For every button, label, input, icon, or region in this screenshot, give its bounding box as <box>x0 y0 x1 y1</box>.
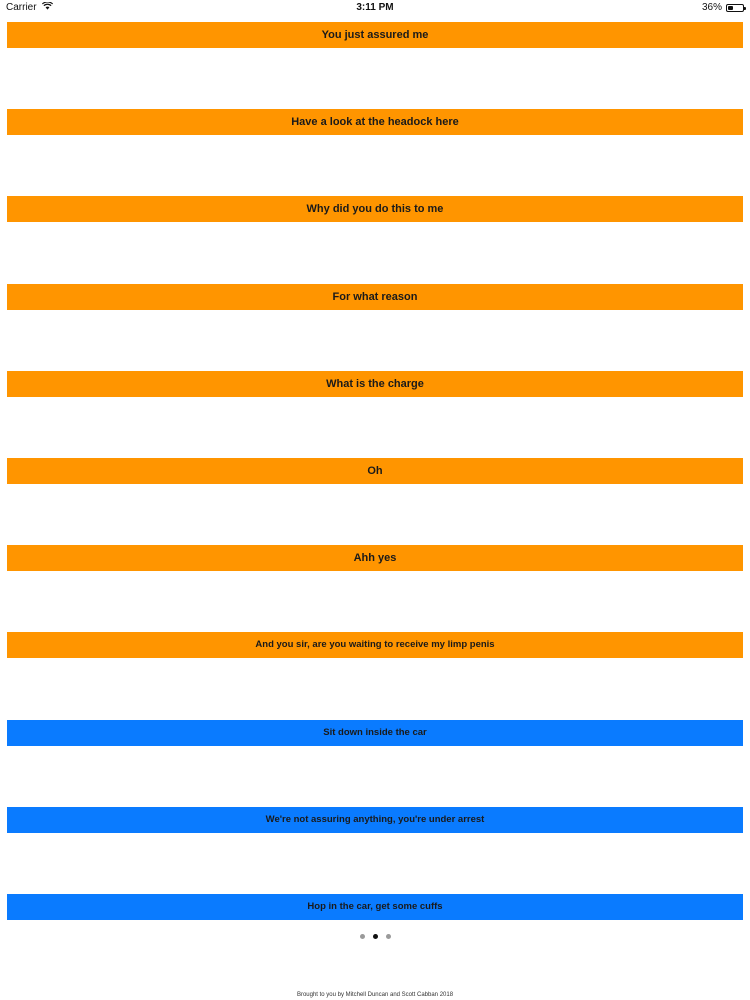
quote-button-oh[interactable]: Oh <box>7 458 743 484</box>
carrier-label: Carrier <box>6 2 37 13</box>
status-time: 3:11 PM <box>356 2 394 13</box>
quote-button-have-a-look[interactable]: Have a look at the headock here <box>7 109 743 135</box>
quote-button-and-you-sir[interactable]: And you sir, are you waiting to receive my limp penis <box>7 632 743 658</box>
status-right <box>702 2 744 13</box>
quote-button-ahh-yes[interactable]: Ahh yes <box>7 545 743 571</box>
status-bar <box>0 0 750 16</box>
quote-button-for-what-reason[interactable]: For what reason <box>7 284 743 310</box>
page-control[interactable] <box>0 934 750 939</box>
page-dot-active[interactable] <box>373 934 378 939</box>
quote-button-hop-in-the-car[interactable]: Hop in the car, get some cuffs <box>7 894 743 920</box>
battery-icon <box>726 4 744 12</box>
quote-button-what-is-the-charge[interactable]: What is the charge <box>7 371 743 397</box>
sound-button-list <box>7 22 743 981</box>
page-dot[interactable] <box>386 934 391 939</box>
footer-credit: Brought to you by Mitchell Duncan and Scott Cabban 2018 <box>296 992 454 998</box>
quote-button-sit-down[interactable]: Sit down inside the car <box>7 720 743 746</box>
page-dot[interactable] <box>360 934 365 939</box>
quote-button-not-assuring[interactable]: We're not assuring anything, you're under arrest <box>7 807 743 833</box>
battery-percent: 36% <box>701 2 722 13</box>
quote-button-why-did-you[interactable]: Why did you do this to me <box>7 196 743 222</box>
quote-button-you-just-assured-me[interactable]: You just assured me <box>7 22 743 48</box>
battery-fill <box>728 6 733 10</box>
